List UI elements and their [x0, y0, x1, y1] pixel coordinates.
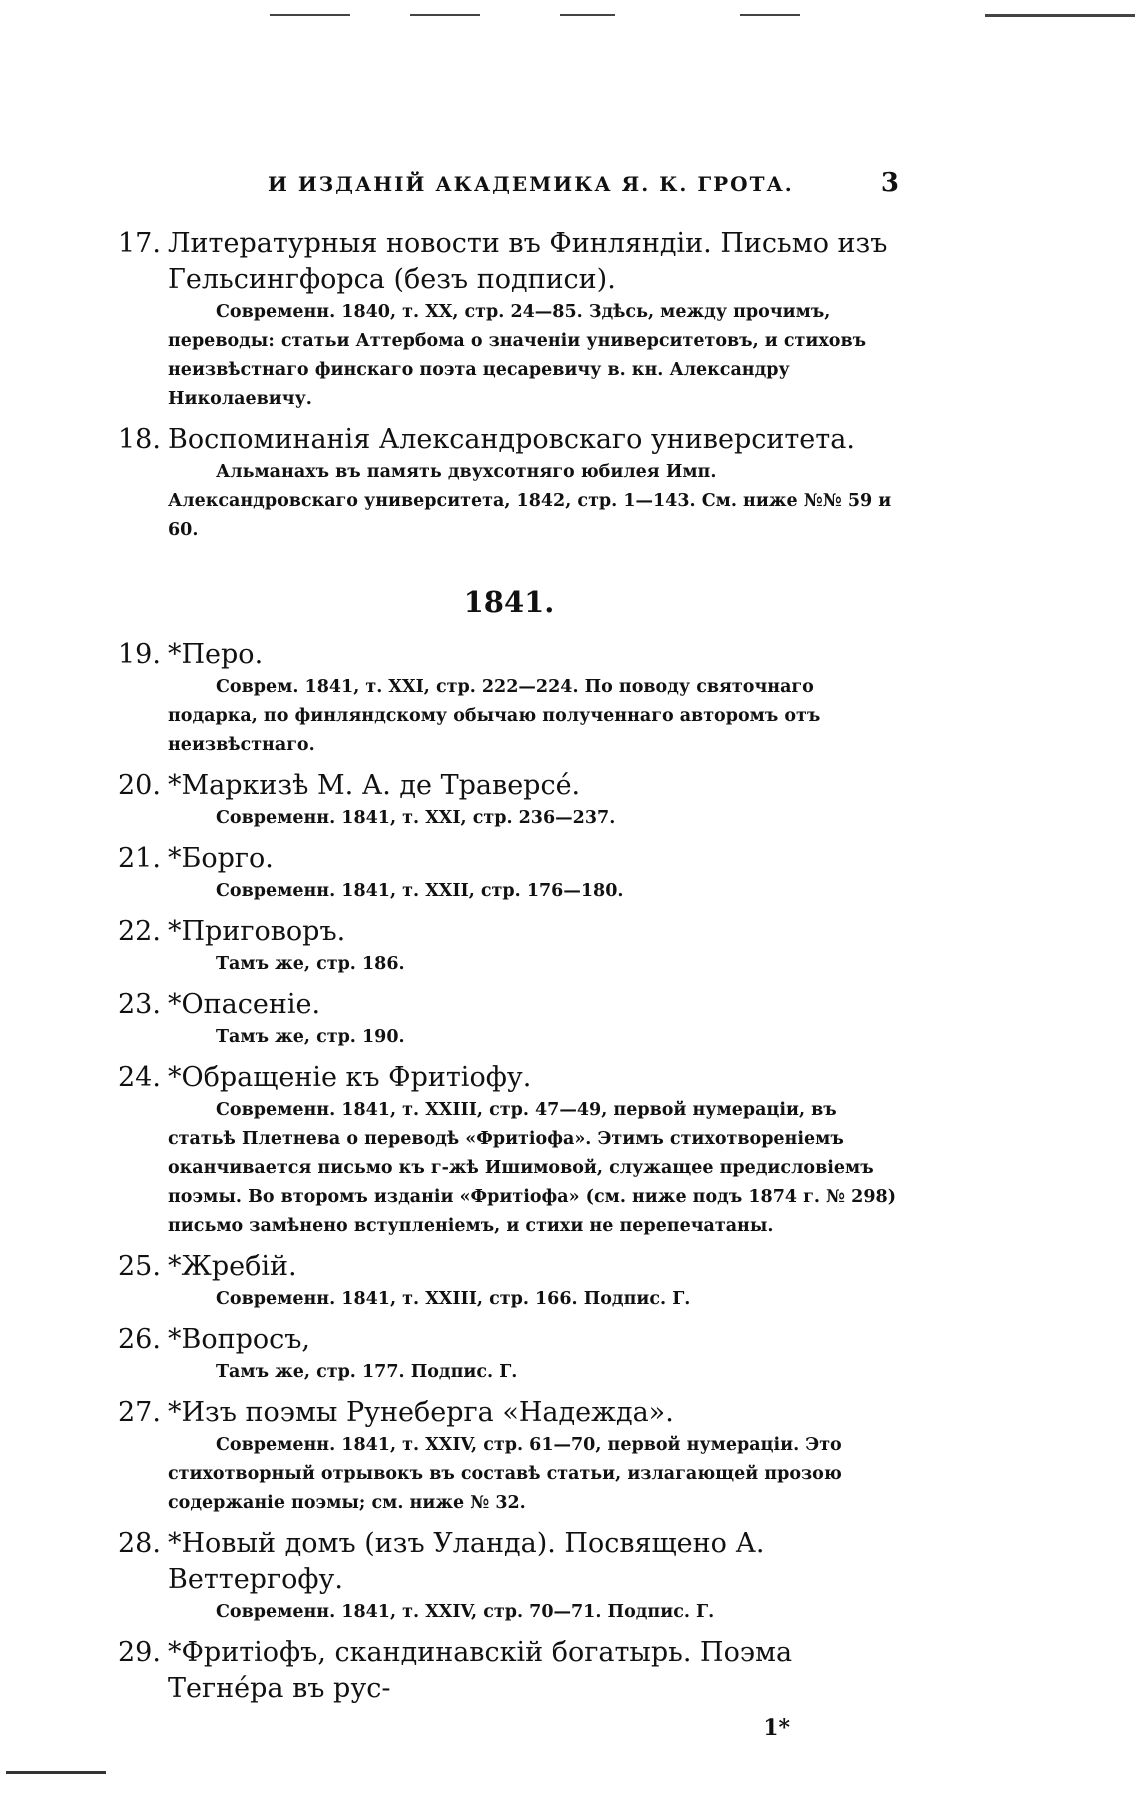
running-header: [118, 168, 900, 198]
entry-note-text: Альманахъ въ память двухсотняго юбилея Имп. Александровскаго университета, 1842, стр. 1—143. См. ниже №№ 59 и 60.: [168, 462, 892, 540]
entry-note: [68, 877, 900, 906]
entry-title: [118, 914, 900, 950]
entry-number: 21.: [118, 843, 161, 874]
entry-note-text: Современн. 1841, т. XXII, стр. 176—180.: [216, 881, 624, 901]
bibliography-entry: [118, 226, 900, 414]
entry-note-text: Современн. 1841, т. XXIV, стр. 61—70, первой нумераціи. Это стихотворный отрывокъ въ составѣ статьи, излагающей прозою содержаніе поэмы; см. ниже № 32.: [168, 1435, 842, 1513]
entry-number: 17.: [118, 228, 161, 259]
entry-note-text: Тамъ же, стр. 186.: [216, 954, 405, 974]
entry-note-text: Тамъ же, стр. 177. Подпис. Г.: [216, 1362, 518, 1382]
entry-note: [68, 950, 900, 979]
entry-title: [118, 768, 900, 804]
entry-note-text: Современн. 1841, т. XXIV, стр. 70—71. Подпис. Г.: [216, 1602, 715, 1622]
entry-title: [118, 1249, 900, 1285]
entry-title-text: *Обращеніе къ Фритіофу.: [168, 1062, 532, 1093]
entry-title-text: *Опасеніе.: [168, 989, 321, 1020]
bibliography-entry: [118, 1249, 900, 1314]
page-content: [118, 168, 900, 1741]
entry-note: [68, 298, 900, 414]
entry-title-text: *Вопросъ,: [168, 1324, 311, 1355]
top-rule: [740, 14, 800, 16]
entry-number: 24.: [118, 1062, 161, 1093]
entry-title-text: *Приговоръ.: [168, 916, 346, 947]
entry-note: [68, 458, 900, 545]
entry-title: [118, 226, 900, 298]
signature-mark: 1*: [763, 1715, 790, 1741]
entry-note-text: Современн. 1840, т. XX, стр. 24—85. Здѣсь, между прочимъ, переводы: статьи Аттербома о значеніи университетовъ, и стиховъ неизвѣстнаго финскаго поэта цесаревичу в. кн. Александру Николаевичу.: [168, 302, 867, 409]
bibliography-entry: [118, 1526, 900, 1627]
top-rule: [270, 14, 350, 16]
entry-title-text: *Фритіофъ, скандинавскій богатырь. Поэма Тегнéра въ рус-: [168, 1637, 793, 1704]
bibliography-entry: [118, 768, 900, 833]
entry-title: [118, 1060, 900, 1096]
bibliography-entry: [118, 1322, 900, 1387]
entries-1840: [118, 226, 900, 545]
entry-title-text: *Перо.: [168, 639, 264, 670]
entry-note: [68, 673, 900, 760]
entry-note: [68, 804, 900, 833]
entry-title-text: *Борго.: [168, 843, 274, 874]
bibliography-entry: [118, 914, 900, 979]
entries-1841: [118, 637, 900, 1707]
top-rule: [410, 14, 480, 16]
bibliography-entry: [118, 1060, 900, 1241]
top-rule: [560, 14, 615, 16]
entry-number: 29.: [118, 1637, 161, 1668]
entry-note: [68, 1431, 900, 1518]
bibliography-entry: [118, 422, 900, 545]
bibliography-entry: [118, 1395, 900, 1518]
entry-number: 18.: [118, 424, 161, 455]
entry-number: 27.: [118, 1397, 161, 1428]
entry-number: 20.: [118, 770, 161, 801]
entry-number: 28.: [118, 1528, 161, 1559]
entry-title: [118, 1635, 900, 1707]
entry-title: [118, 637, 900, 673]
entry-note: [68, 1096, 900, 1241]
page-number: 3: [880, 168, 900, 198]
bibliography-entry: [118, 1635, 900, 1707]
entry-note: [68, 1358, 900, 1387]
entry-number: 23.: [118, 989, 161, 1020]
entry-title-text: *Новый домъ (изъ Уланда). Посвящено А. Веттергофу.: [168, 1528, 765, 1595]
entry-title-text: *Изъ поэмы Рунеберга «Надежда».: [168, 1397, 674, 1428]
header-title: И ИЗДАНІЙ АКАДЕМИКА Я. К. ГРОТА.: [268, 172, 794, 196]
entry-note-text: Современн. 1841, т. XXIII, стр. 47—49, первой нумераціи, въ статьѣ Плетнева о переводѣ «Фритіофа». Этимъ стихотвореніемъ оканчивается письмо къ г-жѣ Ишимовой, служащее предисловіемъ поэмы. Во второмъ изданіи «Фритіофа» (см. ниже подъ 1874 г. № 298) письмо замѣнено вступленіемъ, и стихи не перепечатаны.: [168, 1100, 896, 1236]
entry-note: [68, 1023, 900, 1052]
entry-number: 22.: [118, 916, 161, 947]
entry-title-text: *Жребій.: [168, 1251, 297, 1282]
entry-title: [118, 1322, 900, 1358]
entry-title-text: Воспоминанія Александровскаго университета.: [168, 424, 855, 455]
entry-number: 26.: [118, 1324, 161, 1355]
bibliography-entry: [118, 637, 900, 760]
entry-note-text: Соврем. 1841, т. XXI, стр. 222—224. По поводу святочнаго подарка, по финляндскому обычаю полученнаго авторомъ отъ неизвѣстнаго.: [168, 677, 821, 755]
entry-note-text: Современн. 1841, т. XXI, стр. 236—237.: [216, 808, 616, 828]
entry-note: [68, 1598, 900, 1627]
entry-note: [68, 1285, 900, 1314]
entry-title: [118, 1526, 900, 1598]
entry-title-text: *Маркизѣ М. А. де Траверсé.: [168, 770, 581, 801]
entry-number: 25.: [118, 1251, 161, 1282]
bottom-rule: [6, 1771, 106, 1774]
entry-note-text: Тамъ же, стр. 190.: [216, 1027, 405, 1047]
entry-title: [118, 987, 900, 1023]
top-rule: [985, 14, 1135, 17]
entry-title: [118, 1395, 900, 1431]
entry-title: [118, 841, 900, 877]
bibliography-entry: [118, 841, 900, 906]
entry-note-text: Современн. 1841, т. XXIII, стр. 166. Подпис. Г.: [216, 1289, 691, 1309]
year-heading: 1841.: [463, 585, 555, 619]
entry-number: 19.: [118, 639, 161, 670]
entry-title-text: Литературныя новости въ Финляндіи. Письмо изъ Гельсингфорса (безъ подписи).: [168, 228, 888, 295]
entry-title: [118, 422, 900, 458]
bibliography-entry: [118, 987, 900, 1052]
